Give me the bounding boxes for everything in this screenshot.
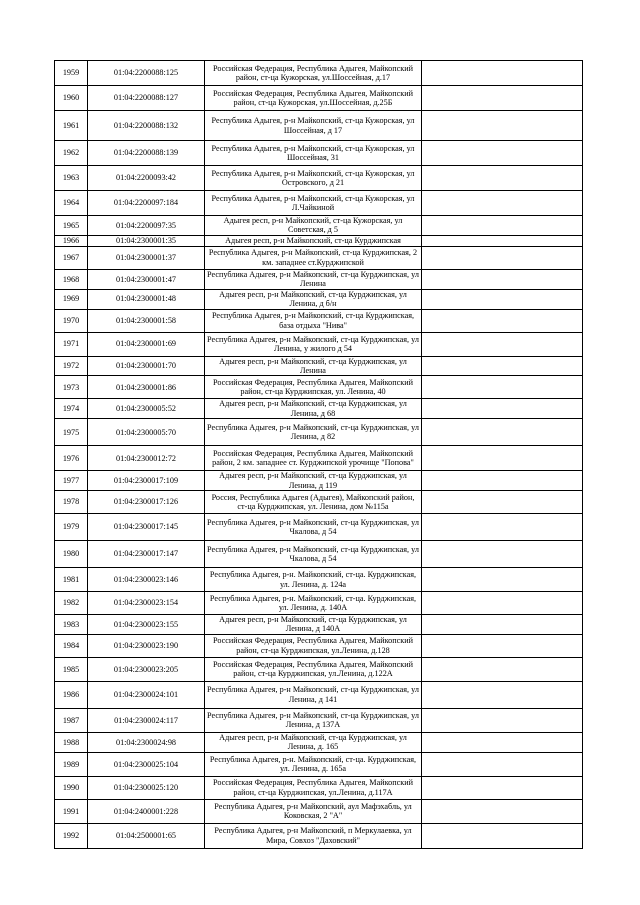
cadastral-number-cell: 01:04:2200088:132 bbox=[88, 111, 205, 141]
cadastral-number-cell: 01:04:2300017:126 bbox=[88, 491, 205, 514]
table-row bbox=[55, 86, 583, 111]
row-number-cell: 1979 bbox=[55, 514, 88, 541]
row-number-cell: 1977 bbox=[55, 471, 88, 491]
address-cell: Республика Адыгея, р-н Майкопский, ст-ца Кужорская, ул Л.Чайкиной bbox=[205, 191, 422, 216]
cadastral-number-cell: 01:04:2300012:72 bbox=[88, 446, 205, 471]
address-cell: Адыгея респ, р-н Майкопский, ст-ца Курджипская, ул Ленина bbox=[205, 356, 422, 376]
address-cell: Российская Федерация, Республика Адыгея, Майкопский район, ст-ца Курджипская, ул.Ленина, д.117А bbox=[205, 776, 422, 799]
row-number-cell: 1982 bbox=[55, 592, 88, 615]
address-cell: Россия, Республика Адыгея (Адыгея), Майкопский район, ст-ца Курджипская, ул. Ленина, дом №115а bbox=[205, 491, 422, 514]
row-number-cell: 1983 bbox=[55, 615, 88, 635]
address-cell: Республика Адыгея, р-н Майкопский, ст-ца Кужорская, ул Островского, д 21 bbox=[205, 166, 422, 191]
row-number-cell: 1971 bbox=[55, 332, 88, 356]
row-number-cell: 1963 bbox=[55, 166, 88, 191]
cadastral-number-cell: 01:04:2300005:70 bbox=[88, 419, 205, 446]
cadastral-number-cell: 01:04:2300023:154 bbox=[88, 592, 205, 615]
row-number-cell: 1988 bbox=[55, 732, 88, 752]
table-row bbox=[55, 541, 583, 568]
address-cell: Республика Адыгея, р-н Майкопский, аул Мафэхабль, ул Коковская, 2 "А" bbox=[205, 799, 422, 823]
cadastral-number-cell: 01:04:2300001:70 bbox=[88, 356, 205, 376]
table-row bbox=[55, 634, 583, 657]
notes-cell bbox=[422, 514, 583, 541]
row-number-cell: 1966 bbox=[55, 235, 88, 246]
table-row bbox=[55, 269, 583, 289]
notes-cell bbox=[422, 289, 583, 309]
address-cell: Российская Федерация, Республика Адыгея, Майкопский район, ст-ца Курджипская, ул. Ленина, 40 bbox=[205, 376, 422, 399]
notes-cell bbox=[422, 568, 583, 592]
address-cell: Адыгея респ, р-н Майкопский, ст-ца Курджипская, ул Ленина, д 68 bbox=[205, 399, 422, 419]
table-row bbox=[55, 681, 583, 708]
table-row bbox=[55, 289, 583, 309]
table-row bbox=[55, 111, 583, 141]
address-cell: Республика Адыгея, р-н Майкопский, ст-ца Курджипская, ул Ленина bbox=[205, 269, 422, 289]
cadastral-number-cell: 01:04:2300025:120 bbox=[88, 776, 205, 799]
notes-cell bbox=[422, 399, 583, 419]
row-number-cell: 1986 bbox=[55, 681, 88, 708]
notes-cell bbox=[422, 491, 583, 514]
address-cell: Республика Адыгея, р-н Майкопский, ст-ца Курджипская, ул Чкалова, д 54 bbox=[205, 541, 422, 568]
address-cell: Адыгея респ, р-н Майкопский, ст-ца Курджипская, ул Ленина, д 140А bbox=[205, 615, 422, 635]
table-row bbox=[55, 166, 583, 191]
registry-table-body bbox=[55, 61, 583, 849]
table-row bbox=[55, 309, 583, 332]
address-cell: Российская Федерация, Республика Адыгея, Майкопский район, ст-ца Курджипская, ул.Ленина, д.122А bbox=[205, 657, 422, 681]
address-cell: Республика Адыгея, р-н Майкопский, ст-ца Курджипская, ул Ленина, д 137А bbox=[205, 708, 422, 732]
table-row bbox=[55, 61, 583, 86]
cadastral-number-cell: 01:04:2300001:48 bbox=[88, 289, 205, 309]
notes-cell bbox=[422, 592, 583, 615]
cadastral-number-cell: 01:04:2300017:109 bbox=[88, 471, 205, 491]
notes-cell bbox=[422, 657, 583, 681]
row-number-cell: 1964 bbox=[55, 191, 88, 216]
row-number-cell: 1992 bbox=[55, 823, 88, 848]
table-row bbox=[55, 471, 583, 491]
cadastral-number-cell: 01:04:2200093:42 bbox=[88, 166, 205, 191]
address-cell: Республика Адыгея, р-н Майкопский, ст-ца Курджипская, ул Ленина, у жилого д 54 bbox=[205, 332, 422, 356]
notes-cell bbox=[422, 823, 583, 848]
notes-cell bbox=[422, 471, 583, 491]
address-cell: Республика Адыгея, р-н Майкопский, ст-ца Курджипская, ул Ленина, д 141 bbox=[205, 681, 422, 708]
address-cell: Республика Адыгея, р-н. Майкопский, ст-ца. Курджипская, ул. Ленина, д. 165а bbox=[205, 752, 422, 776]
cadastral-number-cell: 01:04:2300005:52 bbox=[88, 399, 205, 419]
address-cell: Адыгея респ, р-н Майкопский, ст-ца Курджипская, ул Ленина, д. 165 bbox=[205, 732, 422, 752]
table-row bbox=[55, 235, 583, 246]
row-number-cell: 1978 bbox=[55, 491, 88, 514]
address-cell: Республика Адыгея, р-н. Майкопский, ст-ца. Курджипская, ул. Ленина, д. 140А bbox=[205, 592, 422, 615]
notes-cell bbox=[422, 752, 583, 776]
cadastral-number-cell: 01:04:2300024:117 bbox=[88, 708, 205, 732]
row-number-cell: 1980 bbox=[55, 541, 88, 568]
cadastral-number-cell: 01:04:2400001:228 bbox=[88, 799, 205, 823]
cadastral-number-cell: 01:04:2300001:58 bbox=[88, 309, 205, 332]
cadastral-number-cell: 01:04:2200097:184 bbox=[88, 191, 205, 216]
row-number-cell: 1985 bbox=[55, 657, 88, 681]
notes-cell bbox=[422, 776, 583, 799]
address-cell: Адыгея респ, р-н Майкопский, ст-ца Курджипская, ул Ленина, д б/н bbox=[205, 289, 422, 309]
row-number-cell: 1967 bbox=[55, 246, 88, 269]
table-row bbox=[55, 776, 583, 799]
row-number-cell: 1974 bbox=[55, 399, 88, 419]
table-row bbox=[55, 568, 583, 592]
notes-cell bbox=[422, 246, 583, 269]
row-number-cell: 1981 bbox=[55, 568, 88, 592]
notes-cell bbox=[422, 615, 583, 635]
address-cell: Республика Адыгея, р-н Майкопский, ст-ца Курджипская, 2 км. западнее ст.Курджипской bbox=[205, 246, 422, 269]
address-cell: Республика Адыгея, р-н Майкопский, ст-ца Курджипская, база отдыха "Нива" bbox=[205, 309, 422, 332]
notes-cell bbox=[422, 799, 583, 823]
address-cell: Российская Федерация, Республика Адыгея, Майкопский район, ст-ца Курджипская, ул.Ленина, д.128 bbox=[205, 634, 422, 657]
table-row bbox=[55, 246, 583, 269]
cadastral-number-cell: 01:04:2300024:101 bbox=[88, 681, 205, 708]
cadastral-number-cell: 01:04:2200088:125 bbox=[88, 61, 205, 86]
table-row bbox=[55, 446, 583, 471]
row-number-cell: 1990 bbox=[55, 776, 88, 799]
address-cell: Республика Адыгея, р-н Майкопский, п Меркулаевка, ул Мира, Совхоз "Даховский" bbox=[205, 823, 422, 848]
notes-cell bbox=[422, 356, 583, 376]
table-row bbox=[55, 491, 583, 514]
row-number-cell: 1973 bbox=[55, 376, 88, 399]
notes-cell bbox=[422, 419, 583, 446]
address-cell: Республика Адыгея, р-н Майкопский, ст-ца Кужорская, ул Шоссейная, 31 bbox=[205, 141, 422, 166]
notes-cell bbox=[422, 166, 583, 191]
row-number-cell: 1989 bbox=[55, 752, 88, 776]
cadastral-number-cell: 01:04:2300023:155 bbox=[88, 615, 205, 635]
row-number-cell: 1959 bbox=[55, 61, 88, 86]
notes-cell bbox=[422, 708, 583, 732]
notes-cell bbox=[422, 446, 583, 471]
table-row bbox=[55, 592, 583, 615]
notes-cell bbox=[422, 86, 583, 111]
table-row bbox=[55, 332, 583, 356]
notes-cell bbox=[422, 732, 583, 752]
row-number-cell: 1969 bbox=[55, 289, 88, 309]
cadastral-number-cell: 01:04:2300001:35 bbox=[88, 235, 205, 246]
cadastral-number-cell: 01:04:2200088:127 bbox=[88, 86, 205, 111]
notes-cell bbox=[422, 332, 583, 356]
row-number-cell: 1965 bbox=[55, 216, 88, 236]
table-row bbox=[55, 615, 583, 635]
cadastral-number-cell: 01:04:2300023:205 bbox=[88, 657, 205, 681]
row-number-cell: 1962 bbox=[55, 141, 88, 166]
table-row bbox=[55, 657, 583, 681]
row-number-cell: 1960 bbox=[55, 86, 88, 111]
notes-cell bbox=[422, 541, 583, 568]
row-number-cell: 1976 bbox=[55, 446, 88, 471]
table-row bbox=[55, 799, 583, 823]
notes-cell bbox=[422, 269, 583, 289]
address-cell: Адыгея респ, р-н Майкопский, ст-ца Курджипская, ул Ленина, д 119 bbox=[205, 471, 422, 491]
notes-cell bbox=[422, 111, 583, 141]
cadastral-number-cell: 01:04:2300024:98 bbox=[88, 732, 205, 752]
row-number-cell: 1961 bbox=[55, 111, 88, 141]
registry-table bbox=[54, 60, 583, 849]
address-cell: Республика Адыгея, р-н Майкопский, ст-ца Курджипская, ул Ленина, д 82 bbox=[205, 419, 422, 446]
notes-cell bbox=[422, 634, 583, 657]
notes-cell bbox=[422, 191, 583, 216]
row-number-cell: 1972 bbox=[55, 356, 88, 376]
notes-cell bbox=[422, 216, 583, 236]
cadastral-number-cell: 01:04:2300023:146 bbox=[88, 568, 205, 592]
table-row bbox=[55, 141, 583, 166]
notes-cell bbox=[422, 61, 583, 86]
row-number-cell: 1968 bbox=[55, 269, 88, 289]
row-number-cell: 1970 bbox=[55, 309, 88, 332]
row-number-cell: 1975 bbox=[55, 419, 88, 446]
notes-cell bbox=[422, 309, 583, 332]
cadastral-number-cell: 01:04:2200088:139 bbox=[88, 141, 205, 166]
table-row bbox=[55, 356, 583, 376]
address-cell: Республика Адыгея, р-н Майкопский, ст-ца Кужорская, ул Шоссейная, д 17 bbox=[205, 111, 422, 141]
address-cell: Адыгея респ, р-н Майкопский, ст-ца Кужорская, ул Советская, д 5 bbox=[205, 216, 422, 236]
notes-cell bbox=[422, 376, 583, 399]
cadastral-number-cell: 01:04:2300023:190 bbox=[88, 634, 205, 657]
table-row bbox=[55, 376, 583, 399]
address-cell: Российская Федерация, Республика Адыгея, Майкопский район, ст-ца Кужорская, ул.Шоссейная, д.25Б bbox=[205, 86, 422, 111]
table-row bbox=[55, 216, 583, 236]
cadastral-number-cell: 01:04:2500001:65 bbox=[88, 823, 205, 848]
table-row bbox=[55, 708, 583, 732]
address-cell: Российская Федерация, Республика Адыгея, Майкопский район, ст-ца Кужорская, ул.Шоссейная, д.17 bbox=[205, 61, 422, 86]
address-cell: Российская Федерация, Республика Адыгея, Майкопский район, 2 км. западнее ст. Курджипской урочище "Попова" bbox=[205, 446, 422, 471]
table-row bbox=[55, 732, 583, 752]
address-cell: Республика Адыгея, р-н. Майкопский, ст-ца. Курджипская, ул. Ленина, д. 124а bbox=[205, 568, 422, 592]
table-row bbox=[55, 823, 583, 848]
notes-cell bbox=[422, 681, 583, 708]
notes-cell bbox=[422, 141, 583, 166]
cadastral-number-cell: 01:04:2300001:37 bbox=[88, 246, 205, 269]
cadastral-number-cell: 01:04:2300017:147 bbox=[88, 541, 205, 568]
table-row bbox=[55, 191, 583, 216]
table-row bbox=[55, 752, 583, 776]
row-number-cell: 1987 bbox=[55, 708, 88, 732]
table-row bbox=[55, 399, 583, 419]
cadastral-number-cell: 01:04:2300001:86 bbox=[88, 376, 205, 399]
cadastral-number-cell: 01:04:2300017:145 bbox=[88, 514, 205, 541]
table-row bbox=[55, 514, 583, 541]
notes-cell bbox=[422, 235, 583, 246]
row-number-cell: 1991 bbox=[55, 799, 88, 823]
address-cell: Адыгея респ, р-н Майкопский, ст-ца Курджипская bbox=[205, 235, 422, 246]
cadastral-number-cell: 01:04:2300025:104 bbox=[88, 752, 205, 776]
row-number-cell: 1984 bbox=[55, 634, 88, 657]
cadastral-number-cell: 01:04:2300001:69 bbox=[88, 332, 205, 356]
cadastral-number-cell: 01:04:2300001:47 bbox=[88, 269, 205, 289]
table-row bbox=[55, 419, 583, 446]
address-cell: Республика Адыгея, р-н Майкопский, ст-ца Курджипская, ул Чкалова, д 54 bbox=[205, 514, 422, 541]
cadastral-number-cell: 01:04:2200097:35 bbox=[88, 216, 205, 236]
